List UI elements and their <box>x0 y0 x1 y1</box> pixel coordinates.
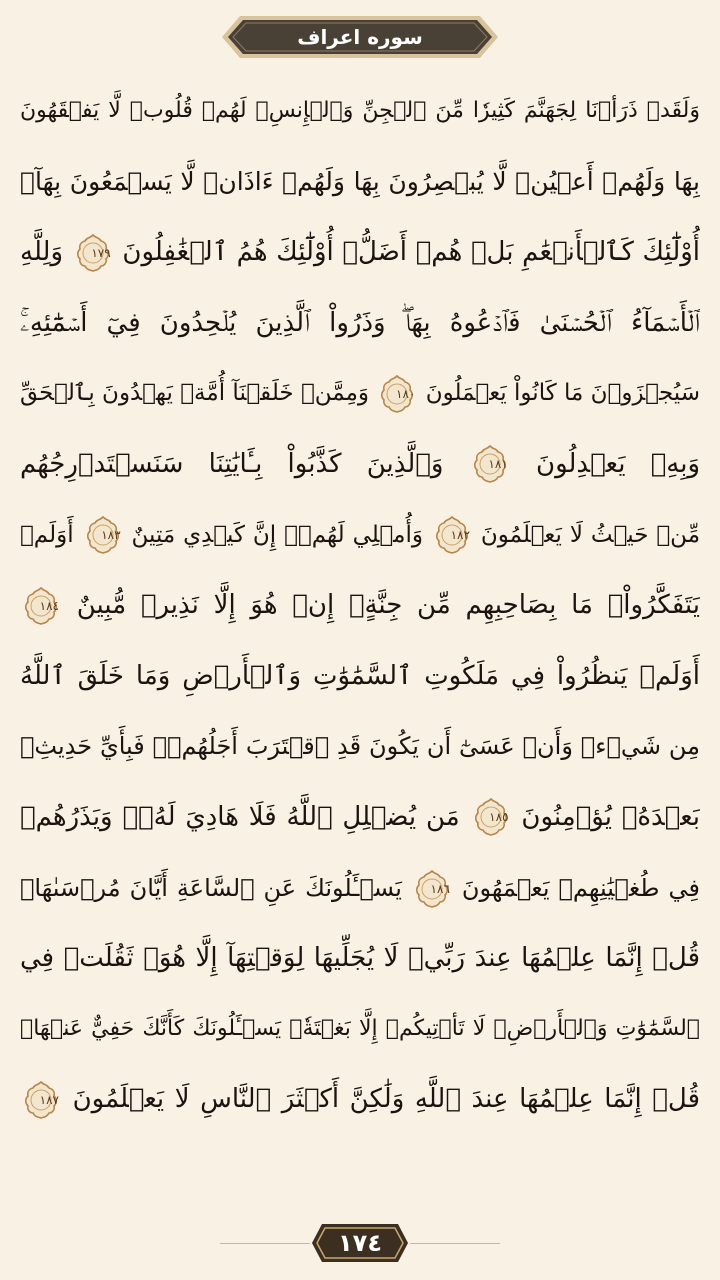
verse-line <box>20 570 700 641</box>
verse-text: مِّنۡ حَيۡثُ لَا يَعۡلَمُونَ <box>480 521 700 548</box>
ayah-number: ١٨٠ <box>396 386 416 401</box>
ayah-number: ١٨٢ <box>450 528 470 543</box>
ayah-number: ١٨٦ <box>430 881 450 896</box>
surah-title: سوره اعراف <box>297 25 423 49</box>
surah-header <box>218 12 502 62</box>
verse-line <box>20 217 700 288</box>
ayah-number-marker <box>23 586 59 626</box>
ayah-number-marker <box>379 374 415 414</box>
verse-text: وَلَقَدۡ ذَرَأۡنَا لِجَهَنَّمَ كَثِيرٗا مِّنَ ٱلۡجِنِّ وَٱلۡإِنسِۖ لَهُمۡ قُلُوبٞ لَّا يَفۡقَهُونَ <box>20 98 700 123</box>
ayah-number-marker <box>434 515 470 555</box>
verse-text: يَتَفَكَّرُواْۗ مَا بِصَاحِبِهِم مِّن جِنَّةٍۚ إِنۡ هُوَ إِلَّا نَذِيرٞ مُّبِينٌ <box>76 590 700 621</box>
verse-text: وَأُمۡلِي لَهُمۡۚ إِنَّ كَيۡدِي مَتِينٌ <box>131 521 423 548</box>
verse-line <box>20 288 700 359</box>
verse-line <box>20 76 700 147</box>
verse-text: أَوَلَمۡ يَنظُرُواْ فِي مَلَكُوتِ ٱلسَّمَٰوَٰتِ وَٱلۡأَرۡضِ وَمَا خَلَقَ ٱللَّهُ <box>20 660 700 691</box>
verse-line <box>20 853 700 924</box>
verse-text: وَمِمَّنۡ خَلَقۡنَآ أُمَّةٞ يَهۡدُونَ بِٱلۡحَقِّ <box>20 380 370 407</box>
ayah-number: ١٨٧ <box>39 1092 59 1107</box>
verse-text: وَلِلَّهِ <box>20 237 64 268</box>
footer-rule-left <box>220 1243 310 1244</box>
ayah-number-marker <box>23 1080 59 1120</box>
ayah-number-marker <box>85 515 121 555</box>
verse-text: فِي طُغۡيَٰنِهِمۡ يَعۡمَهُونَ <box>461 873 700 902</box>
verse-text: سَيُجۡزَوۡنَ مَا كَانُواْ يَعۡمَلُونَ <box>425 380 700 407</box>
verse-line <box>20 1064 700 1135</box>
ayah-number-marker <box>75 233 111 273</box>
verse-text: بِهَا وَلَهُمۡ أَعۡيُنٞ لَّا يُبۡصِرُونَ بِهَا وَلَهُمۡ ءَاذَانٞ لَّا يَسۡمَعُونَ بِهَآۚ <box>20 166 700 196</box>
verse-line <box>20 147 700 218</box>
ayah-number-marker <box>473 797 509 837</box>
verse-text: ٱلسَّمَٰوَٰتِ وَٱلۡأَرۡضِۚ لَا تَأۡتِيكُمۡ إِلَّا بَغۡتَةٗۗ يَسۡـَٔلُونَكَ كَأَنَّكَ حَفِيٌّ عَنۡهَاۖ <box>20 1015 700 1041</box>
verse-text: قُلۡ إِنَّمَا عِلۡمُهَا عِندَ رَبِّيۖ لَا يُجَلِّيهَا لِوَقۡتِهَآ إِلَّا هُوَۚ ثَقُلَتۡ فِي <box>20 943 700 974</box>
verse-text: أَوَلَمۡ <box>20 521 74 548</box>
verse-text-block <box>20 76 700 1206</box>
verse-line <box>20 782 700 853</box>
ayah-number: ١٧٩ <box>91 245 111 260</box>
page-footer <box>0 1218 720 1268</box>
ayah-number: ١٨٣ <box>101 528 121 543</box>
footer-rule-right <box>410 1243 500 1244</box>
ayah-number-marker <box>472 444 508 484</box>
verse-text: وَٱلَّذِينَ كَذَّبُواْ بِـَٔايَٰتِنَا سَنَسۡتَدۡرِجُهُم <box>20 448 444 479</box>
verse-line <box>20 429 700 500</box>
verse-text: وَبِهِۦ يَعۡدِلُونَ <box>535 448 700 479</box>
verse-line <box>20 923 700 994</box>
verse-text: مَن يُضۡلِلِ ٱللَّهُ فَلَا هَادِيَ لَهُۥۚ وَيَذَرُهُمۡ <box>20 801 460 832</box>
ayah-number: ١٨١ <box>488 457 508 472</box>
verse-line <box>20 641 700 712</box>
verse-text: يَسۡـَٔلُونَكَ عَنِ ٱلسَّاعَةِ أَيَّانَ مُرۡسَىٰهَاۖ <box>20 873 402 902</box>
verse-line <box>20 994 700 1065</box>
verse-text: قُلۡ إِنَّمَا عِلۡمُهَا عِندَ ٱللَّهِ وَلَٰكِنَّ أَكۡثَرَ ٱلنَّاسِ لَا يَعۡلَمُونَ <box>72 1084 700 1115</box>
verse-text: ٱلۡأَسۡمَآءُ ٱلۡحُسۡنَىٰ فَٱدۡعُوهُ بِهَاۖ وَذَرُواْ ٱلَّذِينَ يُلۡحِدُونَ فِيٓ أَسۡمَٰٓئِهِۦۚ <box>20 307 700 338</box>
ayah-number: ١٨٤ <box>39 598 59 613</box>
ayah-number-marker <box>414 869 450 909</box>
verse-text: مِن شَيۡءٖ وَأَنۡ عَسَىٰٓ أَن يَكُونَ قَدِ ٱقۡتَرَبَ أَجَلُهُمۡۖ فَبِأَيِّ حَدِيثِۭ <box>20 732 700 761</box>
verse-text: بَعۡدَهُۥ يُؤۡمِنُونَ <box>521 801 700 832</box>
verse-line <box>20 358 700 429</box>
verse-text: أُوْلَٰٓئِكَ كَٱلۡأَنۡعَٰمِ بَلۡ هُمۡ أَضَلُّۚ أُوْلَٰٓئِكَ هُمُ ٱلۡغَٰفِلُونَ <box>122 237 700 268</box>
verse-line <box>20 711 700 782</box>
page-number-badge <box>310 1220 410 1266</box>
verse-line <box>20 500 700 571</box>
ayah-number: ١٨٥ <box>489 810 509 825</box>
page-number: ١٧٤ <box>338 1229 382 1257</box>
